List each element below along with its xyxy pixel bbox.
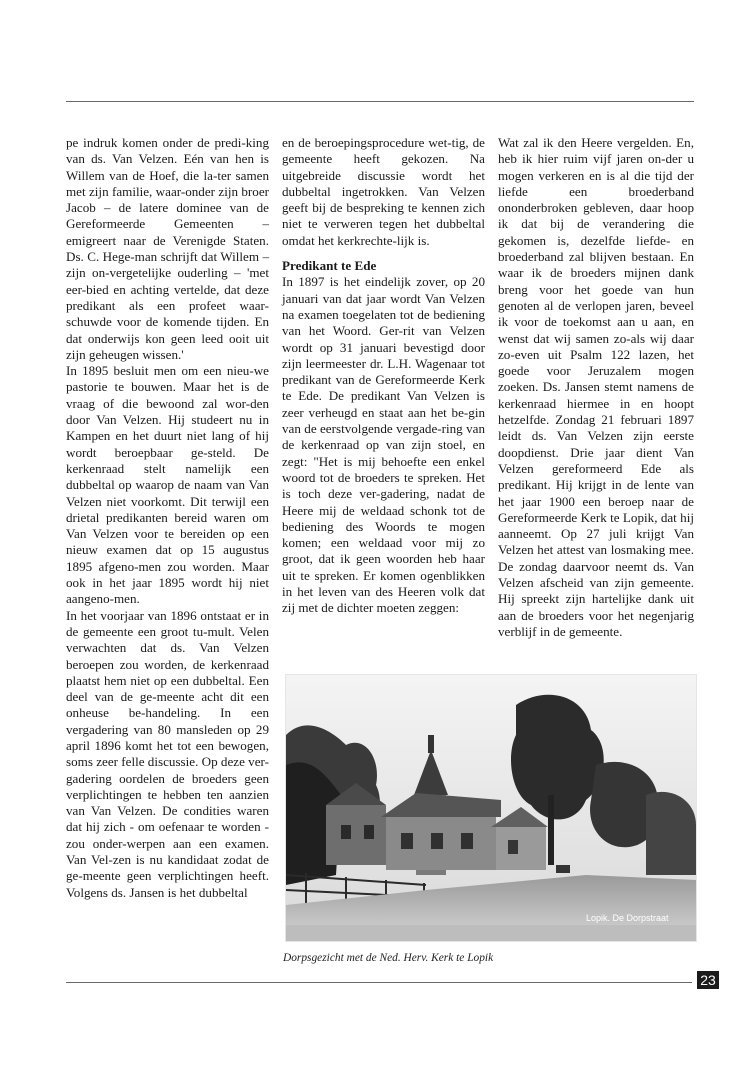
text-column-2 (282, 135, 485, 617)
top-rule (66, 101, 694, 102)
paragraph: pe indruk komen onder de predi-king van ds. Van Velzen. Eén van hen is Willem van de Hoef, die la-ter samen met zijn familie, waar-onder zijn broer Jacob – de latere dominee van de Gereformeerde Gemeenten – emigreert naar de Verenigde Staten. Ds. C. Hege-man schrijft dat Willem – zijn on-vergetelijke ouderling – 'met eer-bied en achting vertelde, dat deze predikant als een profeet waar-schuwde voor de komende tijden. En dat onderwijs kon geen leed ooit uit zijn geheugen wissen.' (66, 135, 269, 362)
paragraph: Wat zal ik den Heere vergelden. En, heb ik hier ruim vijf jaren on-der u mogen verkeren en is al die tijd der liefde een broederband ononderbroken gebleven, daar hoop ik dat bij de verandering die gekomen is, dezelfde liefde- en broederband zal blijven bestaan. En waar ik de broeders mijnen dank breng voor het goede van hun genoten al de verlopen jaren, beveel ik voor de toekomst aan u aan, en wenst dat wij samen zo-als wij daar zo-even uit Psalm 122 lazen, het goede voor Jeruzalem mogen zoeken. Ds. Jansen stemt namens de kerkenraad hiermee in en hoopt hetzelfde. Zondag 21 februari 1897 leidt ds. Van Velzen zijn eerste doopdienst. Drie jaar dient Van Velzen gereformeerd Ede als predikant. Hij krijgt in de lente van het jaar 1900 een beroep naar de Gereformeerde Kerk te Lopik, dat hij aanneemt. Op 27 juli krijgt Van Velzen het attest van losmaking mee. De zondag daarvoor neemt ds. Van Velzen afscheid van zijn gemeente. Hij spreekt zijn hartelijke dank uit aan de broeders voor het negenjarig verblijf in de gemeente. (498, 135, 694, 639)
bottom-rule (66, 982, 692, 983)
paragraph: In het voorjaar van 1896 ontstaat er in de gemeente een groot tu-mult. Velen verwachten dat ds. Van Velzen beroepen zou worden, de kerkenraad plaatst hem niet op een dubbeltal. Een deel van de ge-meente acht dit een onheuse be-handeling. In een vergadering van 80 mansleden op 29 april 1896 komt het tot een bewogen, soms zeer felle discussie. Op deze ver-gadering oordelen de broeders geen verplichtingen te hebben ten aanzien van Van Velzen. De condities waren dat hij zich - om oefenaar te worden - zou onder-werpen aan een examen. Van Vel-zen is nu kandidaat zodat de ge-meente geen verplichtingen heeft. Volgens ds. Jansen is het dubbeltal (66, 607, 269, 900)
photo-caption: Dorpsgezicht met de Ned. Herv. Kerk te Lopik (283, 952, 494, 964)
paragraph: In 1897 is het eindelijk zover, op 20 januari van dat jaar wordt Van Velzen na examen toegelaten tot de bediening van het Woord. Ger-rit van Velzen wordt op 31 januari bevestigd door zijn leermeester dr. L.H. Wagenaar tot predikant van de Gereformeerde Kerk te Ede. De predikant Van Velzen is zeer verheugd en staat aan het be-gin van de eerstvolgende vergade-ring van de kerkenraad op van zijn stoel, en zegt: "Het is mij behoefte een enkel woord tot de broeders te spreken. Het is toch deze ver-gadering, nadat de Heere mij de weldaad schonk tot de bediening des Woords te mogen komen; een weldaad voor mij zo groot, dat ik geen woorden heb haar uit te spreken. Er komen ogenblikken in het leven van des Heeren volk dat zij met de dichter moeten zeggen: (282, 274, 485, 616)
paragraph: en de beroepingsprocedure wet-tig, de gemeente heeft gekozen. Na uitgebreide discussie wordt het dubbeltal ingetrokken. Van Velzen geeft bij de bespreking te kennen zich niet te verweren tegen het dubbeltal omdat het kerkrechte-lijk is. (282, 135, 485, 248)
text-column-3 (498, 135, 694, 640)
paragraph: In 1895 besluit men om een nieu-we pastorie te bouwen. Maar het is de vraag of die bewoond zal wor-den door Van Velzen. Hij studeert nu in Kampen en het duurt niet lang of hij wordt beroepbaar ge-steld. De kerkenraad stelt namelijk een dubbeltal op waarop de naam van Van Velzen niet voorkomt. Dit terwijl een drietal predikanten bereid waren om Van Velzen voor te bereiden op een nieuw examen dat op 15 augustus 1895 afgeno-men zou worden. Maar ook in het jaar 1895 wordt hij niet aangeno-men. (66, 363, 269, 607)
section-heading: Predikant te Ede (282, 258, 377, 274)
photo-inscription: Lopik. De Dorpstraat (586, 913, 669, 923)
text-column-1 (66, 135, 269, 901)
village-photo (286, 675, 696, 941)
page-number: 23 (697, 971, 719, 989)
